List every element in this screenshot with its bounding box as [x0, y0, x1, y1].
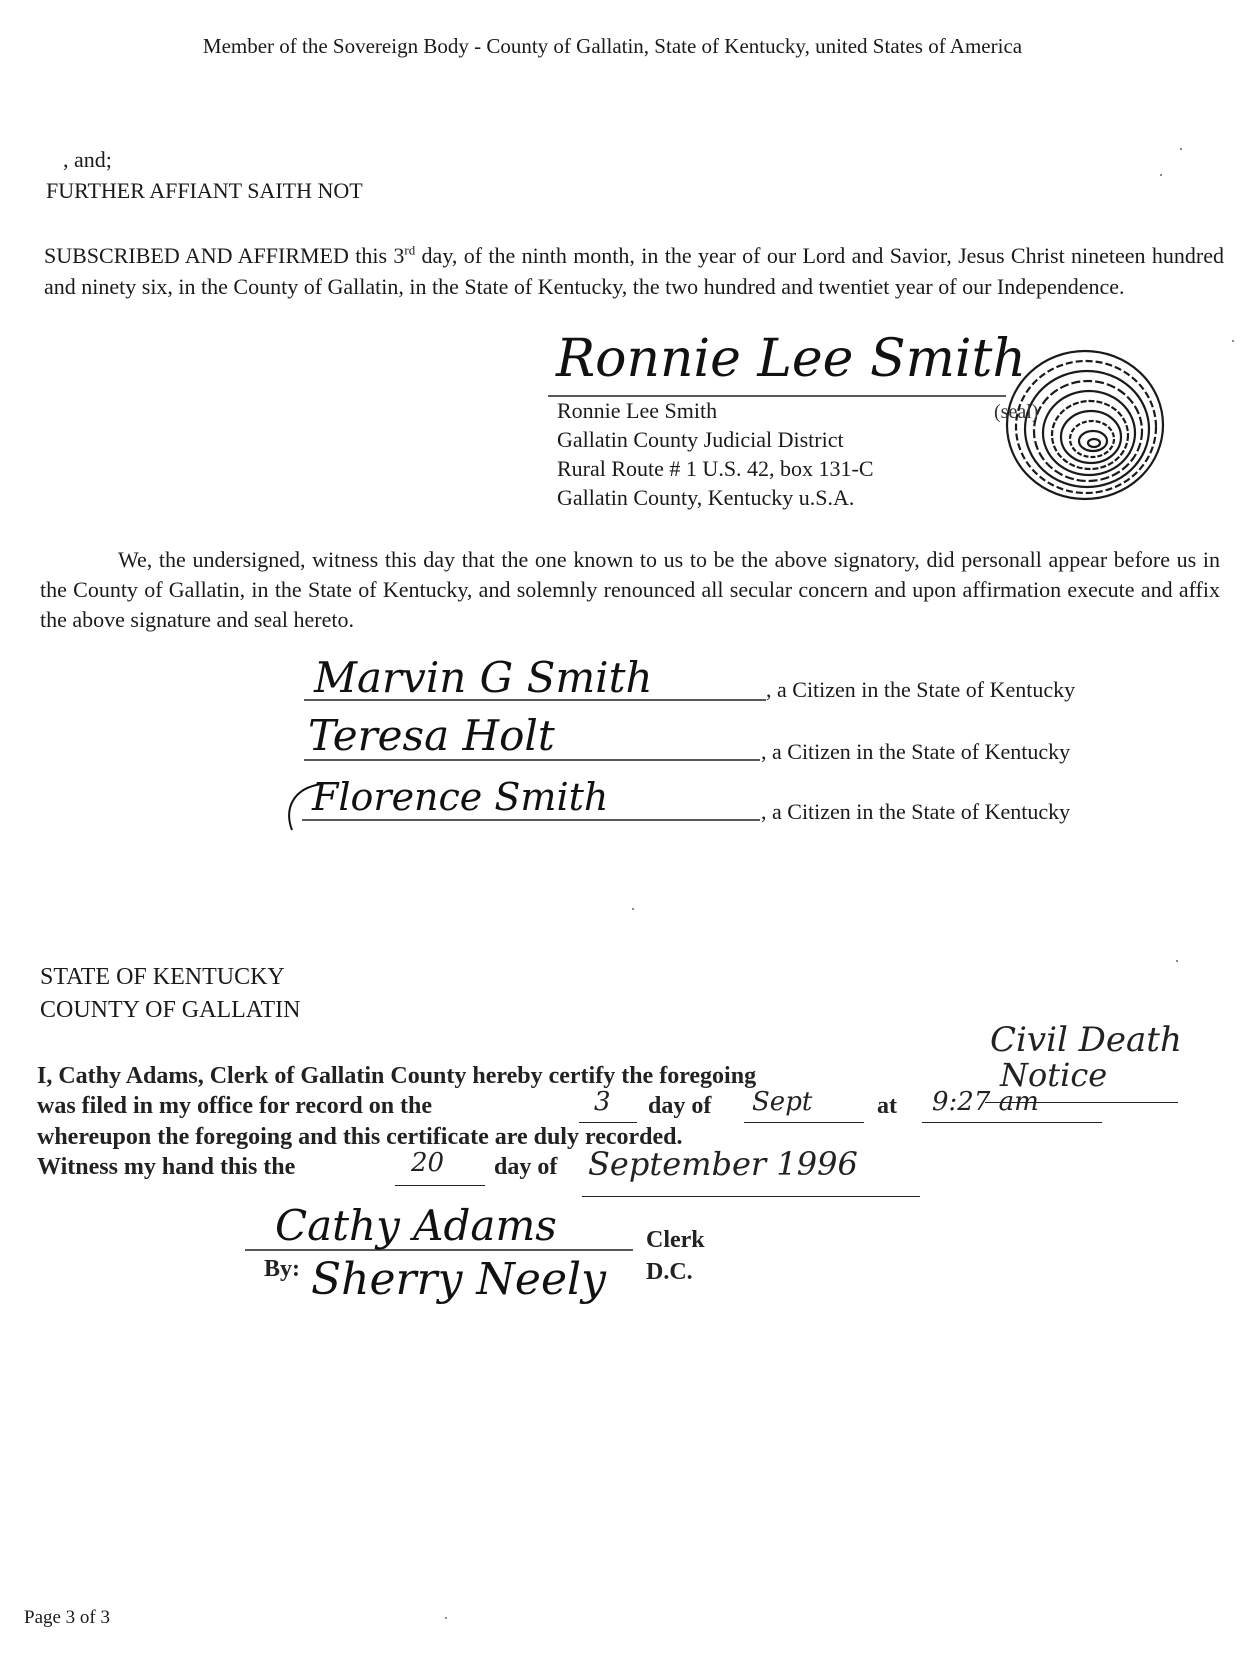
witness-signature-3 — [282, 770, 767, 836]
certificate-line-4b: day of — [494, 1154, 558, 1180]
filed-time-handwritten: 9:27 am — [932, 1087, 1039, 1117]
witness-1-label: , a Citizen in the State of Kentucky — [766, 677, 1076, 702]
certificate-heading — [40, 961, 300, 1027]
certificate-line-2c: at — [877, 1093, 897, 1119]
deputy-clerk-signature — [305, 1246, 635, 1326]
fingerprint-seal — [1000, 343, 1170, 508]
subscribed-pre: SUBSCRIBED AND AFFIRMED this 3 — [44, 243, 405, 268]
page-number: Page 3 of 3 — [24, 1607, 111, 1628]
scan-speck — [1232, 340, 1234, 342]
signer-info-block — [557, 396, 874, 512]
seal-label: (seal) — [994, 401, 1039, 423]
subscribed-paragraph — [44, 240, 1224, 302]
scan-speck — [1160, 174, 1162, 176]
witness-signature-2 — [300, 710, 770, 766]
witness-1-signature-text: Marvin G Smith — [314, 653, 653, 702]
signer-signature — [548, 312, 1026, 402]
witness-signature-1 — [300, 652, 770, 708]
further-affiant-line: FURTHER AFFIANT SAITH NOT — [46, 178, 363, 203]
scan-speck — [632, 908, 634, 910]
filed-day-line — [579, 1122, 637, 1123]
witness-3-signature-text: Florence Smith — [312, 775, 609, 819]
witness-date-handwritten: September 1996 — [588, 1145, 858, 1183]
signer-name: Ronnie Lee Smith — [557, 398, 718, 423]
witness-2-signature-text: Teresa Holt — [308, 711, 555, 760]
notice-type-handwritten: Civil Death — [990, 1020, 1182, 1060]
filed-time-line — [922, 1122, 1102, 1123]
signer-district: Gallatin County Judicial District — [557, 427, 844, 452]
clerk-label: Clerk — [646, 1227, 705, 1253]
scan-speck — [1180, 148, 1182, 150]
document-header: Member of the Sovereign Body - County of Gallatin, State of Kentucky, united States of America — [202, 34, 1023, 58]
deputy-clerk-signature-text: Sherry Neely — [311, 1254, 606, 1305]
scan-speck — [445, 1617, 447, 1619]
witness-paragraph: We, the undersigned, witness this day that the one known to us to be the above signatory, did personall appear before us in the County of Gallatin, in the State of Kentucky, and solemnly renounced all secular concern and upon affirmation execute and affix the above signature and seal hereto. — [40, 547, 1220, 632]
certificate-line-2a: was filed in my office for record on the — [37, 1093, 433, 1119]
scan-speck — [1176, 960, 1178, 962]
subscribed-post: day, of the ninth month, in the year of our Lord and Savior, Jesus Christ nineteen hundred and ninety six, in the County of Gallatin, in the State of Kentucky, the two hundred and twentiet year of our Independence. — [44, 243, 1224, 299]
certificate-line-3: whereupon the foregoing and this certificate are duly recorded. — [37, 1124, 683, 1150]
certificate-line-2b: day of — [648, 1093, 712, 1119]
and-line: , and; — [63, 147, 112, 172]
subscribed-ordinal: rd — [404, 242, 416, 258]
notice-handwritten: Notice — [1000, 1056, 1108, 1094]
dc-label: D.C. — [646, 1259, 693, 1285]
witness-day-handwritten: 20 — [411, 1148, 445, 1178]
by-label: By: — [264, 1256, 300, 1282]
witness-3-label: , a Citizen in the State of Kentucky — [761, 799, 1071, 824]
signer-signature-text: Ronnie Lee Smith — [556, 329, 1026, 389]
filed-month-handwritten: Sept — [752, 1087, 813, 1117]
clerk-signature-text: Cathy Adams — [275, 1201, 557, 1250]
witness-day-line — [395, 1185, 485, 1186]
certificate-county: COUNTY OF GALLATIN — [40, 997, 301, 1023]
signer-location: Gallatin County, Kentucky u.S.A. — [557, 485, 855, 510]
certificate-line-4a: Witness my hand this the — [37, 1154, 296, 1180]
witness-2-label: , a Citizen in the State of Kentucky — [761, 739, 1071, 764]
filed-month-line — [744, 1122, 864, 1123]
certificate-state: STATE OF KENTUCKY — [40, 964, 285, 990]
signer-address: Rural Route # 1 U.S. 42, box 131-C — [557, 456, 874, 481]
certificate-line-1: I, Cathy Adams, Clerk of Gallatin County hereby certify the foregoing — [37, 1063, 757, 1089]
filed-day-handwritten: 3 — [594, 1087, 611, 1117]
